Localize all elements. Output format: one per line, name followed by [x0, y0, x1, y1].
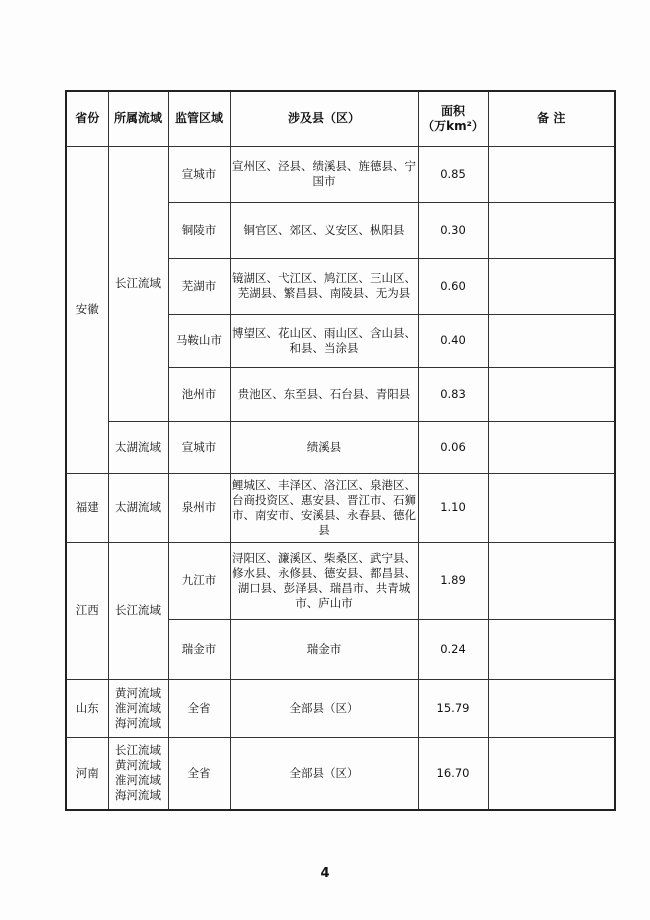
counties-cell: 浔阳区、濂溪区、柴桑区、武宁县、修水县、永修县、德安县、都昌县、湖口县、彭泽县、瑞昌市、共青城市、庐山市	[230, 542, 418, 619]
region-table	[65, 90, 616, 811]
counties-cell: 贵池区、东至县、石台县、青阳县	[230, 367, 418, 421]
counties-cell: 瑞金市	[230, 619, 418, 679]
note-cell	[488, 421, 615, 473]
basin-cell	[108, 679, 168, 737]
province-cell: 江西	[66, 542, 108, 679]
area-cell: 0.83	[418, 367, 488, 421]
basin-line: 海河流域	[115, 788, 161, 803]
note-cell	[488, 314, 615, 367]
counties-cell: 绩溪县	[230, 421, 418, 473]
note-cell	[488, 258, 615, 314]
table-row	[66, 473, 615, 542]
note-cell	[488, 202, 615, 258]
counties-cell: 宣州区、泾县、绩溪县、旌德县、宁国市	[230, 146, 418, 202]
region-cell: 马鞍山市	[168, 314, 230, 367]
area-cell: 0.06	[418, 421, 488, 473]
province-cell: 山东	[66, 679, 108, 737]
basin-cell: 长江流域	[108, 146, 168, 421]
table-row	[66, 542, 615, 619]
header-basin: 所属流域	[108, 91, 168, 146]
region-cell: 全省	[168, 679, 230, 737]
area-cell: 15.79	[418, 679, 488, 737]
area-cell: 0.24	[418, 619, 488, 679]
table-row	[66, 737, 615, 810]
basin-line: 黄河流域	[115, 685, 161, 700]
note-cell	[488, 146, 615, 202]
province-cell: 安徽	[66, 146, 108, 473]
basin-cell: 太湖流域	[108, 473, 168, 542]
area-cell: 0.40	[418, 314, 488, 367]
header-counties: 涉及县（区）	[230, 91, 418, 146]
area-cell: 1.10	[418, 473, 488, 542]
basin-line: 黄河流域	[115, 758, 161, 773]
header-row	[66, 91, 615, 146]
province-cell: 福建	[66, 473, 108, 542]
counties-cell: 镜湖区、弋江区、鸠江区、三山区、芜湖县、繁昌县、南陵县、无为县	[230, 258, 418, 314]
province-cell: 河南	[66, 737, 108, 810]
note-cell	[488, 619, 615, 679]
region-cell: 铜陵市	[168, 202, 230, 258]
counties-cell: 全部县（区）	[230, 737, 418, 810]
area-cell: 0.85	[418, 146, 488, 202]
region-cell: 九江市	[168, 542, 230, 619]
basin-line: 淮河流域	[115, 700, 161, 715]
area-cell: 1.89	[418, 542, 488, 619]
header-area	[418, 91, 488, 146]
header-area-line1: 面积	[440, 103, 465, 118]
header-region: 监管区域	[168, 91, 230, 146]
region-cell: 池州市	[168, 367, 230, 421]
page-number: 4	[320, 866, 330, 881]
basin-cell	[108, 737, 168, 810]
region-cell: 芜湖市	[168, 258, 230, 314]
area-cell: 16.70	[418, 737, 488, 810]
header-note: 备 注	[488, 91, 615, 146]
header-province: 省份	[66, 91, 108, 146]
area-cell: 0.60	[418, 258, 488, 314]
note-cell	[488, 367, 615, 421]
region-cell: 泉州市	[168, 473, 230, 542]
note-cell	[488, 679, 615, 737]
basin-line: 海河流域	[115, 715, 161, 730]
region-cell: 宣城市	[168, 421, 230, 473]
table-row	[66, 146, 615, 202]
region-cell: 宣城市	[168, 146, 230, 202]
region-cell: 瑞金市	[168, 619, 230, 679]
table-row	[66, 679, 615, 737]
area-cell: 0.30	[418, 202, 488, 258]
counties-cell: 博望区、花山区、雨山区、含山县、和县、当涂县	[230, 314, 418, 367]
counties-cell: 铜官区、郊区、义安区、枞阳县	[230, 202, 418, 258]
region-cell: 全省	[168, 737, 230, 810]
header-area-line2: （万km²）	[422, 118, 484, 133]
note-cell	[488, 737, 615, 810]
counties-cell: 全部县（区）	[230, 679, 418, 737]
basin-cell: 长江流域	[108, 542, 168, 679]
basin-line: 长江流域	[115, 743, 161, 758]
basin-cell: 太湖流域	[108, 421, 168, 473]
note-cell	[488, 542, 615, 619]
basin-line: 淮河流域	[115, 773, 161, 788]
note-cell	[488, 473, 615, 542]
table-row	[66, 421, 615, 473]
counties-cell: 鲤城区、丰泽区、洛江区、泉港区、台商投资区、惠安县、晋江市、石狮市、南安市、安溪县、永春县、德化县	[230, 473, 418, 542]
